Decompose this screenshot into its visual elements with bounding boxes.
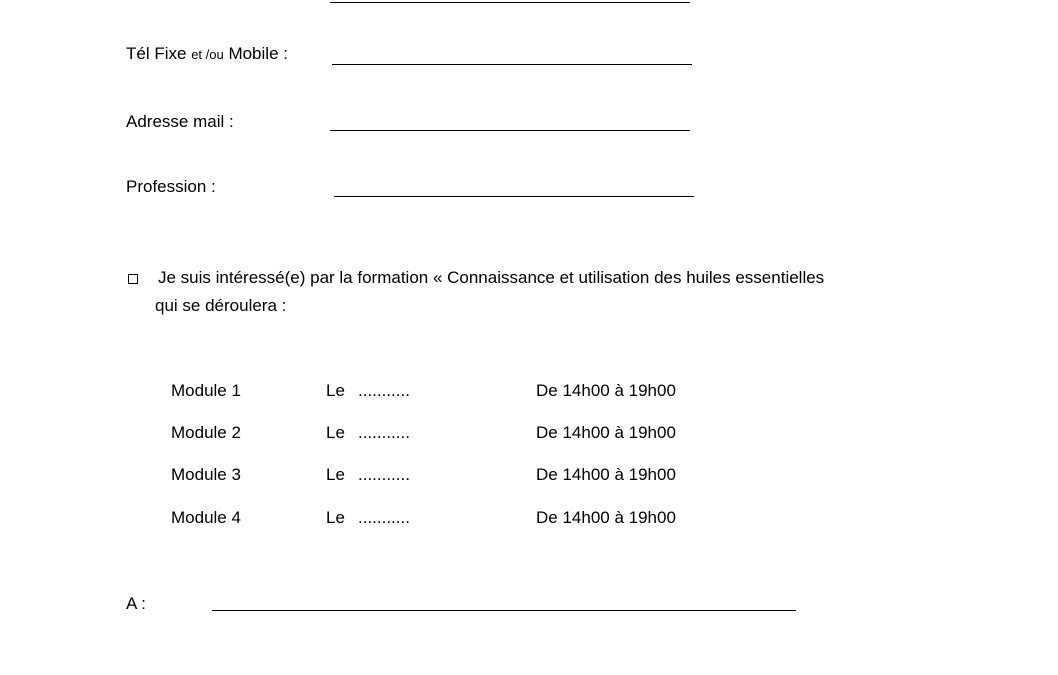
profession-label: Profession : — [126, 177, 216, 196]
profession-input-line[interactable] — [334, 196, 694, 197]
top-field-line — [330, 2, 690, 3]
email-input-line[interactable] — [330, 130, 690, 131]
module-le: Le — [326, 508, 345, 527]
module-date[interactable]: ........... — [358, 381, 410, 400]
module-time: De 14h00 à 19h00 — [536, 381, 676, 400]
email-label: Adresse mail : — [126, 112, 234, 131]
interest-text-line2: qui se déroulera : — [155, 296, 287, 315]
module-name: Module 3 — [171, 465, 241, 484]
place-input-line[interactable] — [212, 610, 796, 611]
interest-checkbox[interactable] — [128, 274, 138, 284]
module-time: De 14h00 à 19h00 — [536, 508, 676, 527]
module-name: Module 1 — [171, 381, 241, 400]
module-date[interactable]: ........... — [358, 423, 410, 442]
module-le: Le — [326, 423, 345, 442]
interest-text-line1: Je suis intéressé(e) par la formation « Connaissance et utilisation des huiles essentielles — [158, 268, 825, 287]
tel-label: Tél Fixe et /ou Mobile : — [126, 44, 288, 63]
module-date[interactable]: ........... — [358, 465, 410, 484]
module-time: De 14h00 à 19h00 — [536, 465, 676, 484]
module-time: De 14h00 à 19h00 — [536, 423, 676, 442]
tel-input-line[interactable] — [332, 64, 692, 65]
module-name: Module 2 — [171, 423, 241, 442]
module-le: Le — [326, 381, 345, 400]
module-date[interactable]: ........... — [358, 508, 410, 527]
module-name: Module 4 — [171, 508, 241, 527]
place-label: A : — [126, 594, 146, 613]
module-le: Le — [326, 465, 345, 484]
